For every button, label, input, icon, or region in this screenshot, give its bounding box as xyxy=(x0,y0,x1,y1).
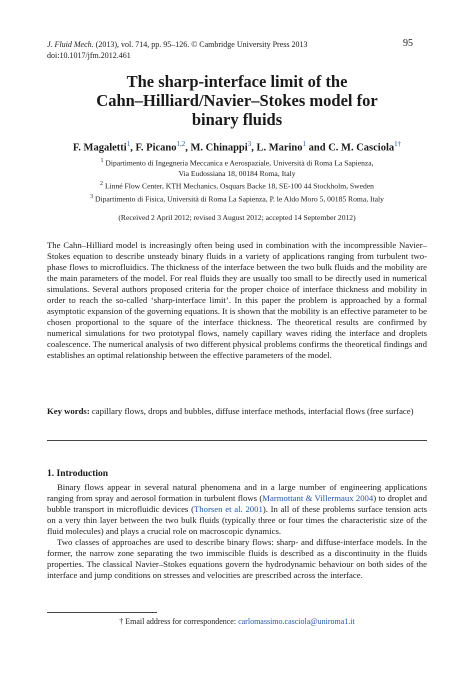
affiliation-item xyxy=(60,179,414,192)
keywords xyxy=(47,406,427,417)
journal-header xyxy=(47,39,417,61)
affiliation-text: Linné Flow Center, KTH Mechanics, Osquars Backe 18, SE-100 44 Stockholm, Sweden xyxy=(104,181,374,191)
divider xyxy=(47,440,427,441)
affiliation-number: 1 xyxy=(100,158,104,164)
affiliation-text: Dipartimento di Fisica, Università di Roma La Sapienza, P. le Aldo Moro 5, 00185 Roma, Italy xyxy=(94,194,384,204)
citation-line xyxy=(47,39,417,50)
text-run: ) to droplet and bubble transport in microfluidic devices ( xyxy=(47,493,427,515)
citation-rest: (2013), vol. 714, pp. 95–126. © Cambridge University Press 2013 xyxy=(93,40,308,49)
keywords-text: capillary flows, drops and bubbles, diffuse interface methods, interfacial flows (free surface) xyxy=(89,406,414,416)
author-separator: , xyxy=(251,142,257,154)
author-name: F. Magaletti xyxy=(72,142,127,154)
title-line: binary fluids xyxy=(191,110,283,129)
author-name: F. Picano xyxy=(135,142,177,154)
affiliations xyxy=(60,156,414,205)
affiliation-number: 2 xyxy=(100,181,104,188)
author-affil-link[interactable]: 1 xyxy=(126,140,131,148)
footnote-text: † Email address for correspondence: xyxy=(119,617,239,626)
section-heading: 1. Introduction xyxy=(47,469,109,479)
paragraph xyxy=(47,482,427,537)
body-text xyxy=(47,482,427,581)
author-affil-link[interactable]: 1,2 xyxy=(176,140,186,148)
text-run: Binary flows appear in several natural phenomena and in a large number of engineering applications ranging from spray and aerosol formation in turbulent flows ( xyxy=(47,482,427,504)
citation-link[interactable]: Thorsen et al. 2001 xyxy=(193,504,263,515)
author-name: L. Marino xyxy=(256,142,303,154)
received-dates: (Received 2 April 2012; revised 3 August 2012; accepted 14 September 2012) xyxy=(118,213,356,222)
author-affil-link[interactable]: 3 xyxy=(247,140,252,148)
affiliation-item xyxy=(60,156,414,169)
author-separator: , xyxy=(130,142,136,154)
affiliation-text: Via Eudossiana 18, 00184 Roma, Italy xyxy=(178,168,296,178)
text-run: ). In all of these problems surface tension acts on a very thin layer between the two bulk fluids (typically three or four times the characteristic size of the fluid molecules) and plays a crucial role on macroscopic dynamics. xyxy=(47,504,427,537)
affiliation-item xyxy=(60,192,414,205)
paper-title xyxy=(40,72,434,129)
paragraph: Two classes of approaches are used to describe binary flows: sharp- and diffuse-interface models. In the former, the narrow zone separating the two immiscible fluids is described as a discontinuity in the fluids properties. The classical Navier–Stokes equations govern the hydrodynamic behaviour on both sides of the interface and jump conditions on stresses and velocities are prescribed across the interface. xyxy=(47,537,427,581)
footnote xyxy=(47,617,427,626)
affiliation-number: 3 xyxy=(90,193,94,200)
author-list xyxy=(40,140,434,154)
author-affil-link[interactable]: 1 xyxy=(394,140,398,148)
dagger-footnote-link[interactable]: † xyxy=(397,140,402,148)
keywords-label: Key words: xyxy=(47,406,90,416)
title-line: The sharp-interface limit of the xyxy=(126,72,348,91)
title-line: Cahn–Hilliard/Navier–Stokes model for xyxy=(96,91,378,110)
journal-name: J. Fluid Mech. xyxy=(47,40,94,49)
page-number: 95 xyxy=(403,38,413,49)
author-separator: and xyxy=(306,142,329,154)
abstract: The Cahn–Hilliard model is increasingly often being used in combination with the incompressible Navier–Stokes equation to describe unsteady binary fluids in a variety of applications ranging from turbulent two-phase flows to microfluidics. The thickness of the interface between the two bulk fluids and the mobility are the main parameters of the model. For real fluids they are usually too small to be directly used in numerical simulations. Several authors proposed criteria for the proper choice of interface thickness and mobility in order to reach the so-called ‘sharp-interface limit’. In this paper the problem is approached by a formal asymptotic expansion of the governing equations. It is shown that the mobility is an effective parameter to be chosen proportional to the square of the interface thickness. The theoretical results are confirmed by numerical simulations for two prototypal flows, namely capillary waves riding the interface and droplets coalescence. The numerical analysis of two different physical problems confirms the theoretical findings and establishes an optimal relationship between the effective parameters of the model. xyxy=(47,240,427,361)
author-separator: , xyxy=(185,142,191,154)
affiliation-item xyxy=(60,169,414,179)
affiliation-text: Dipartimento di Ingegneria Meccanica e Aerospaziale, Università di Roma La Sapienza, xyxy=(105,158,374,168)
footnote-divider xyxy=(47,612,157,613)
doi: doi:10.1017/jfm.2012.461 xyxy=(47,51,131,60)
author-affil-link[interactable]: 1 xyxy=(302,140,307,148)
email-link[interactable]: carlomassimo.casciola@uniroma1.it xyxy=(238,617,355,626)
citation-link[interactable]: Marmottant & Villermaux 2004 xyxy=(262,493,374,504)
author-name: C. M. Casciola xyxy=(328,142,395,154)
author-name: M. Chinappi xyxy=(190,142,248,154)
